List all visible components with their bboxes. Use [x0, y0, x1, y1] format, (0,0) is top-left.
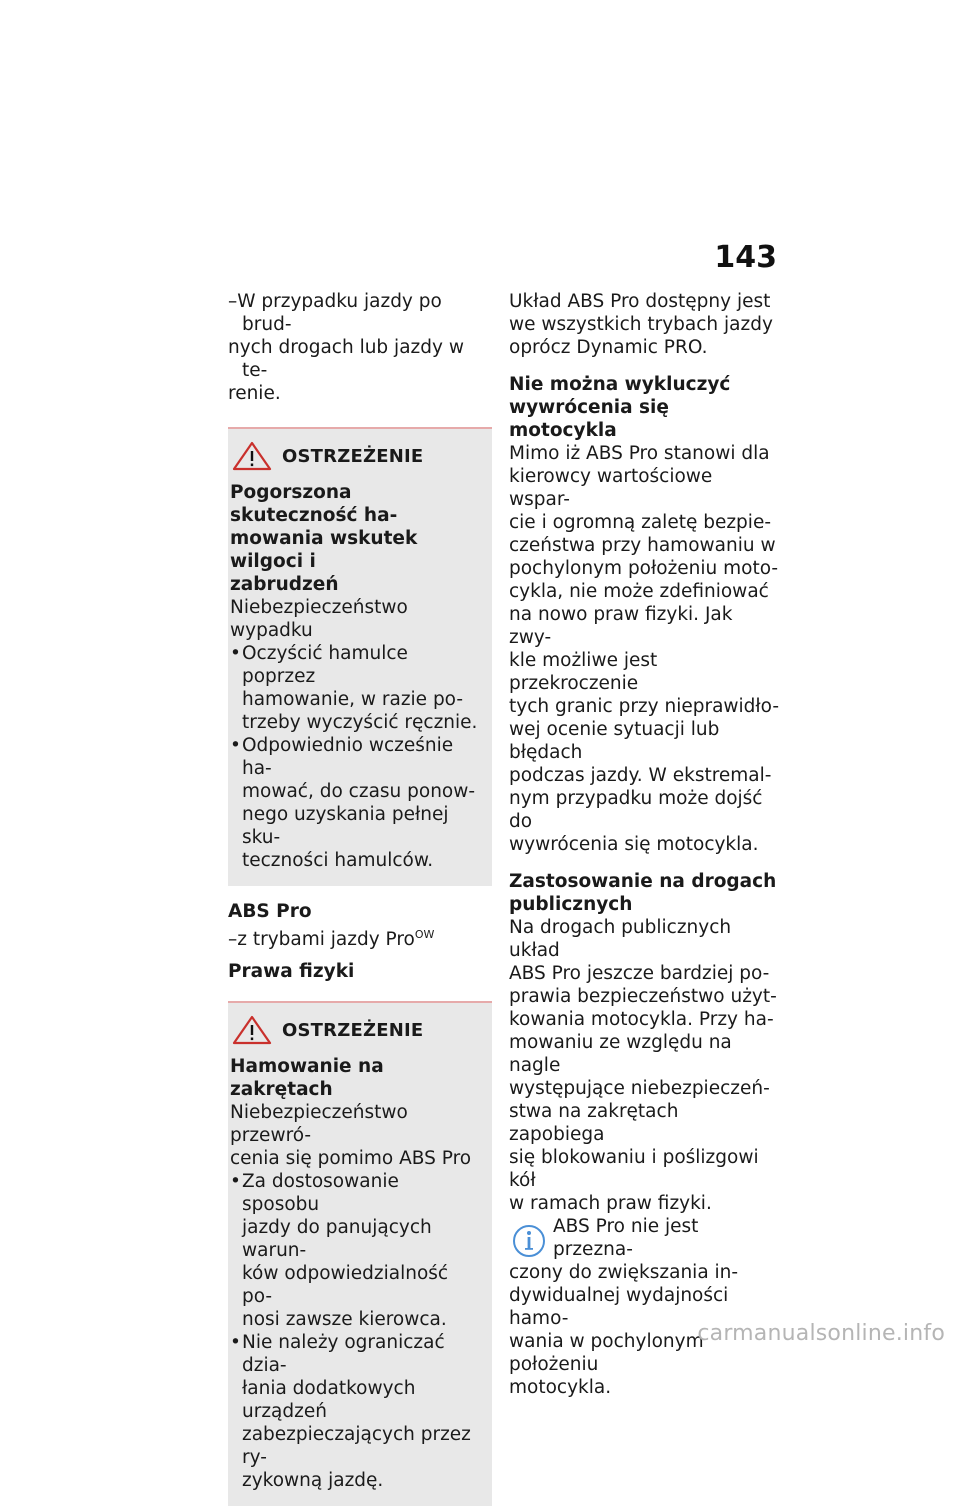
- text-line: Mimo iż ABS Pro stanowi dla: [509, 443, 770, 464]
- section-body-tipping: [509, 442, 779, 856]
- bullet-item: [230, 642, 480, 734]
- warning-subtitle: [230, 1101, 480, 1170]
- text-line: nego uzyskania pełnej sku-: [242, 804, 449, 848]
- text-line: • Za dostosowanie sposobu: [242, 1171, 399, 1216]
- text-line: mowania wskutek wilgoci i: [230, 528, 418, 572]
- text-line: wej ocenie sytuacji lub błędach: [509, 719, 720, 763]
- text-line: zykowną jazdę.: [242, 1470, 384, 1492]
- text-line: Niebezpieczeństwo przewró-: [230, 1102, 408, 1147]
- watermark: carmanualsonline.info: [697, 1321, 945, 1346]
- physics-heading: Prawa fizyki: [228, 961, 355, 983]
- page-number: 143: [714, 240, 777, 275]
- text-line: oprócz Dynamic PRO.: [509, 337, 708, 358]
- text-line: prawia bezpieczeństwo użyt-: [509, 986, 777, 1007]
- warning-title: OSTRZEŻENIE: [282, 445, 424, 467]
- text-line: hamowanie, w razie po-: [242, 689, 464, 710]
- text-line: Pogorszona skuteczność ha-: [230, 482, 398, 526]
- text-line: teczności hamulców.: [242, 850, 434, 871]
- text-line: –W przypadku jazdy po brud-: [228, 291, 442, 335]
- info-text: [509, 1215, 779, 1399]
- bullet-item: [230, 1331, 480, 1492]
- warning-heading: [230, 481, 480, 596]
- text-line: stwa na zakrętach zapobiega: [509, 1101, 679, 1145]
- text-line: się blokowaniu i poślizgowi kół: [509, 1147, 759, 1191]
- bullet-item: [230, 734, 480, 872]
- text-line: mować, do czasu ponow-: [242, 781, 476, 802]
- warning-heading: Hamowanie na zakrętach: [230, 1056, 384, 1101]
- left-column: [228, 290, 492, 1506]
- text-line: • Odpowiednio wcześnie ha-: [242, 735, 454, 779]
- text-line: ABS Pro jeszcze bardziej po-: [509, 963, 770, 984]
- text-line: nym przypadku może dojść do: [509, 788, 763, 832]
- text-line: wania w pochylonym położeniu: [509, 1331, 704, 1375]
- warning-triangle-icon: [232, 1015, 272, 1045]
- text-line: we wszystkich trybach jazdy: [509, 314, 773, 335]
- text-line: czony do zwiększania in-: [509, 1262, 739, 1283]
- text-line: kle możliwe jest przekroczenie: [509, 650, 658, 694]
- text-line: zabrudzeń: [230, 574, 339, 595]
- option-superscript: OW: [414, 928, 435, 941]
- section-heading-tipping: [509, 373, 779, 442]
- text-line: • Oczyścić hamulce poprzez: [242, 643, 408, 687]
- text-line: występujące niebezpieczeń-: [509, 1078, 770, 1099]
- text-line: motocykla.: [509, 1377, 612, 1398]
- text-line: ków odpowiedzialność po-: [242, 1263, 449, 1308]
- text-line: kowania motocykla. Przy ha-: [509, 1009, 774, 1030]
- text-line: czeństwa przy hamowaniu w: [509, 535, 776, 556]
- info-note: [509, 1215, 779, 1399]
- text-line: Układ ABS Pro dostępny jest: [509, 291, 771, 312]
- text-line: Nie można wykluczyć: [509, 374, 731, 395]
- info-icon: [509, 1217, 549, 1261]
- abs-pro-title: ABS Pro: [228, 901, 312, 922]
- intro-dash-item: [228, 290, 492, 405]
- abs-pro-subtitle: [228, 923, 492, 951]
- section-heading-public-roads: [509, 870, 779, 916]
- text-line: ABS Pro nie jest przezna-: [553, 1216, 699, 1260]
- availability-paragraph: [509, 290, 779, 359]
- warning-header: [232, 1015, 480, 1045]
- abs-pro-modes: –z trybami jazdy Pro: [228, 929, 415, 951]
- text-line: trzeby wyczyścić ręcznie.: [242, 712, 478, 733]
- warning-header: [232, 441, 480, 471]
- text-line: tych granic przy nieprawidło-: [509, 696, 780, 717]
- warning-title: OSTRZEŻENIE: [282, 1019, 424, 1041]
- text-line: Na drogach publicznych układ: [509, 917, 732, 961]
- text-line: nosi zawsze kierowca.: [242, 1309, 447, 1331]
- text-line: nych drogach lub jazdy w te-: [228, 337, 464, 381]
- text-line: dywidualnej wydajności hamo-: [509, 1285, 729, 1329]
- text-line: kierowcy wartościowe wspar-: [509, 466, 713, 510]
- text-line: • Nie należy ograniczać dzia-: [242, 1332, 445, 1377]
- text-line: Zastosowanie na drogach: [509, 871, 777, 892]
- text-line: w ramach praw fizyki.: [509, 1193, 712, 1214]
- text-line: łania dodatkowych urządzeń: [242, 1378, 416, 1423]
- text-line: zabezpieczających przez ry-: [242, 1424, 471, 1469]
- warning-subtitle: Niebezpieczeństwo wypadku: [230, 597, 408, 641]
- text-line: podczas jazdy. W ekstremal-: [509, 765, 772, 786]
- section-body-public-roads: [509, 916, 779, 1215]
- warning-triangle-icon: [232, 441, 272, 471]
- text-line: mowaniu ze względu na nagle: [509, 1032, 732, 1076]
- text-line: jazdy do panujących warun-: [242, 1217, 432, 1262]
- text-line: publicznych: [509, 894, 633, 915]
- bullet-item: [230, 1170, 480, 1331]
- warning-box-cornering: [228, 1001, 492, 1506]
- text-line: renie.: [228, 383, 281, 404]
- warning-bullet-list: [230, 642, 480, 872]
- text-line: wywrócenia się motocykla: [509, 397, 669, 441]
- text-line: wywrócenia się motocykla.: [509, 834, 759, 855]
- text-line: cenia się pomimo ABS Pro: [230, 1148, 472, 1170]
- warning-bullet-list: [230, 1170, 480, 1492]
- warning-box-wet-brakes: [228, 427, 492, 886]
- text-line: cykla, nie może zdefiniować: [509, 581, 769, 602]
- text-line: na nowo praw fizyki. Jak zwy-: [509, 604, 733, 648]
- right-column: [509, 290, 779, 1399]
- text-line: pochylonym położeniu moto-: [509, 558, 779, 579]
- text-line: cie i ogromną zaletę bezpie-: [509, 512, 771, 533]
